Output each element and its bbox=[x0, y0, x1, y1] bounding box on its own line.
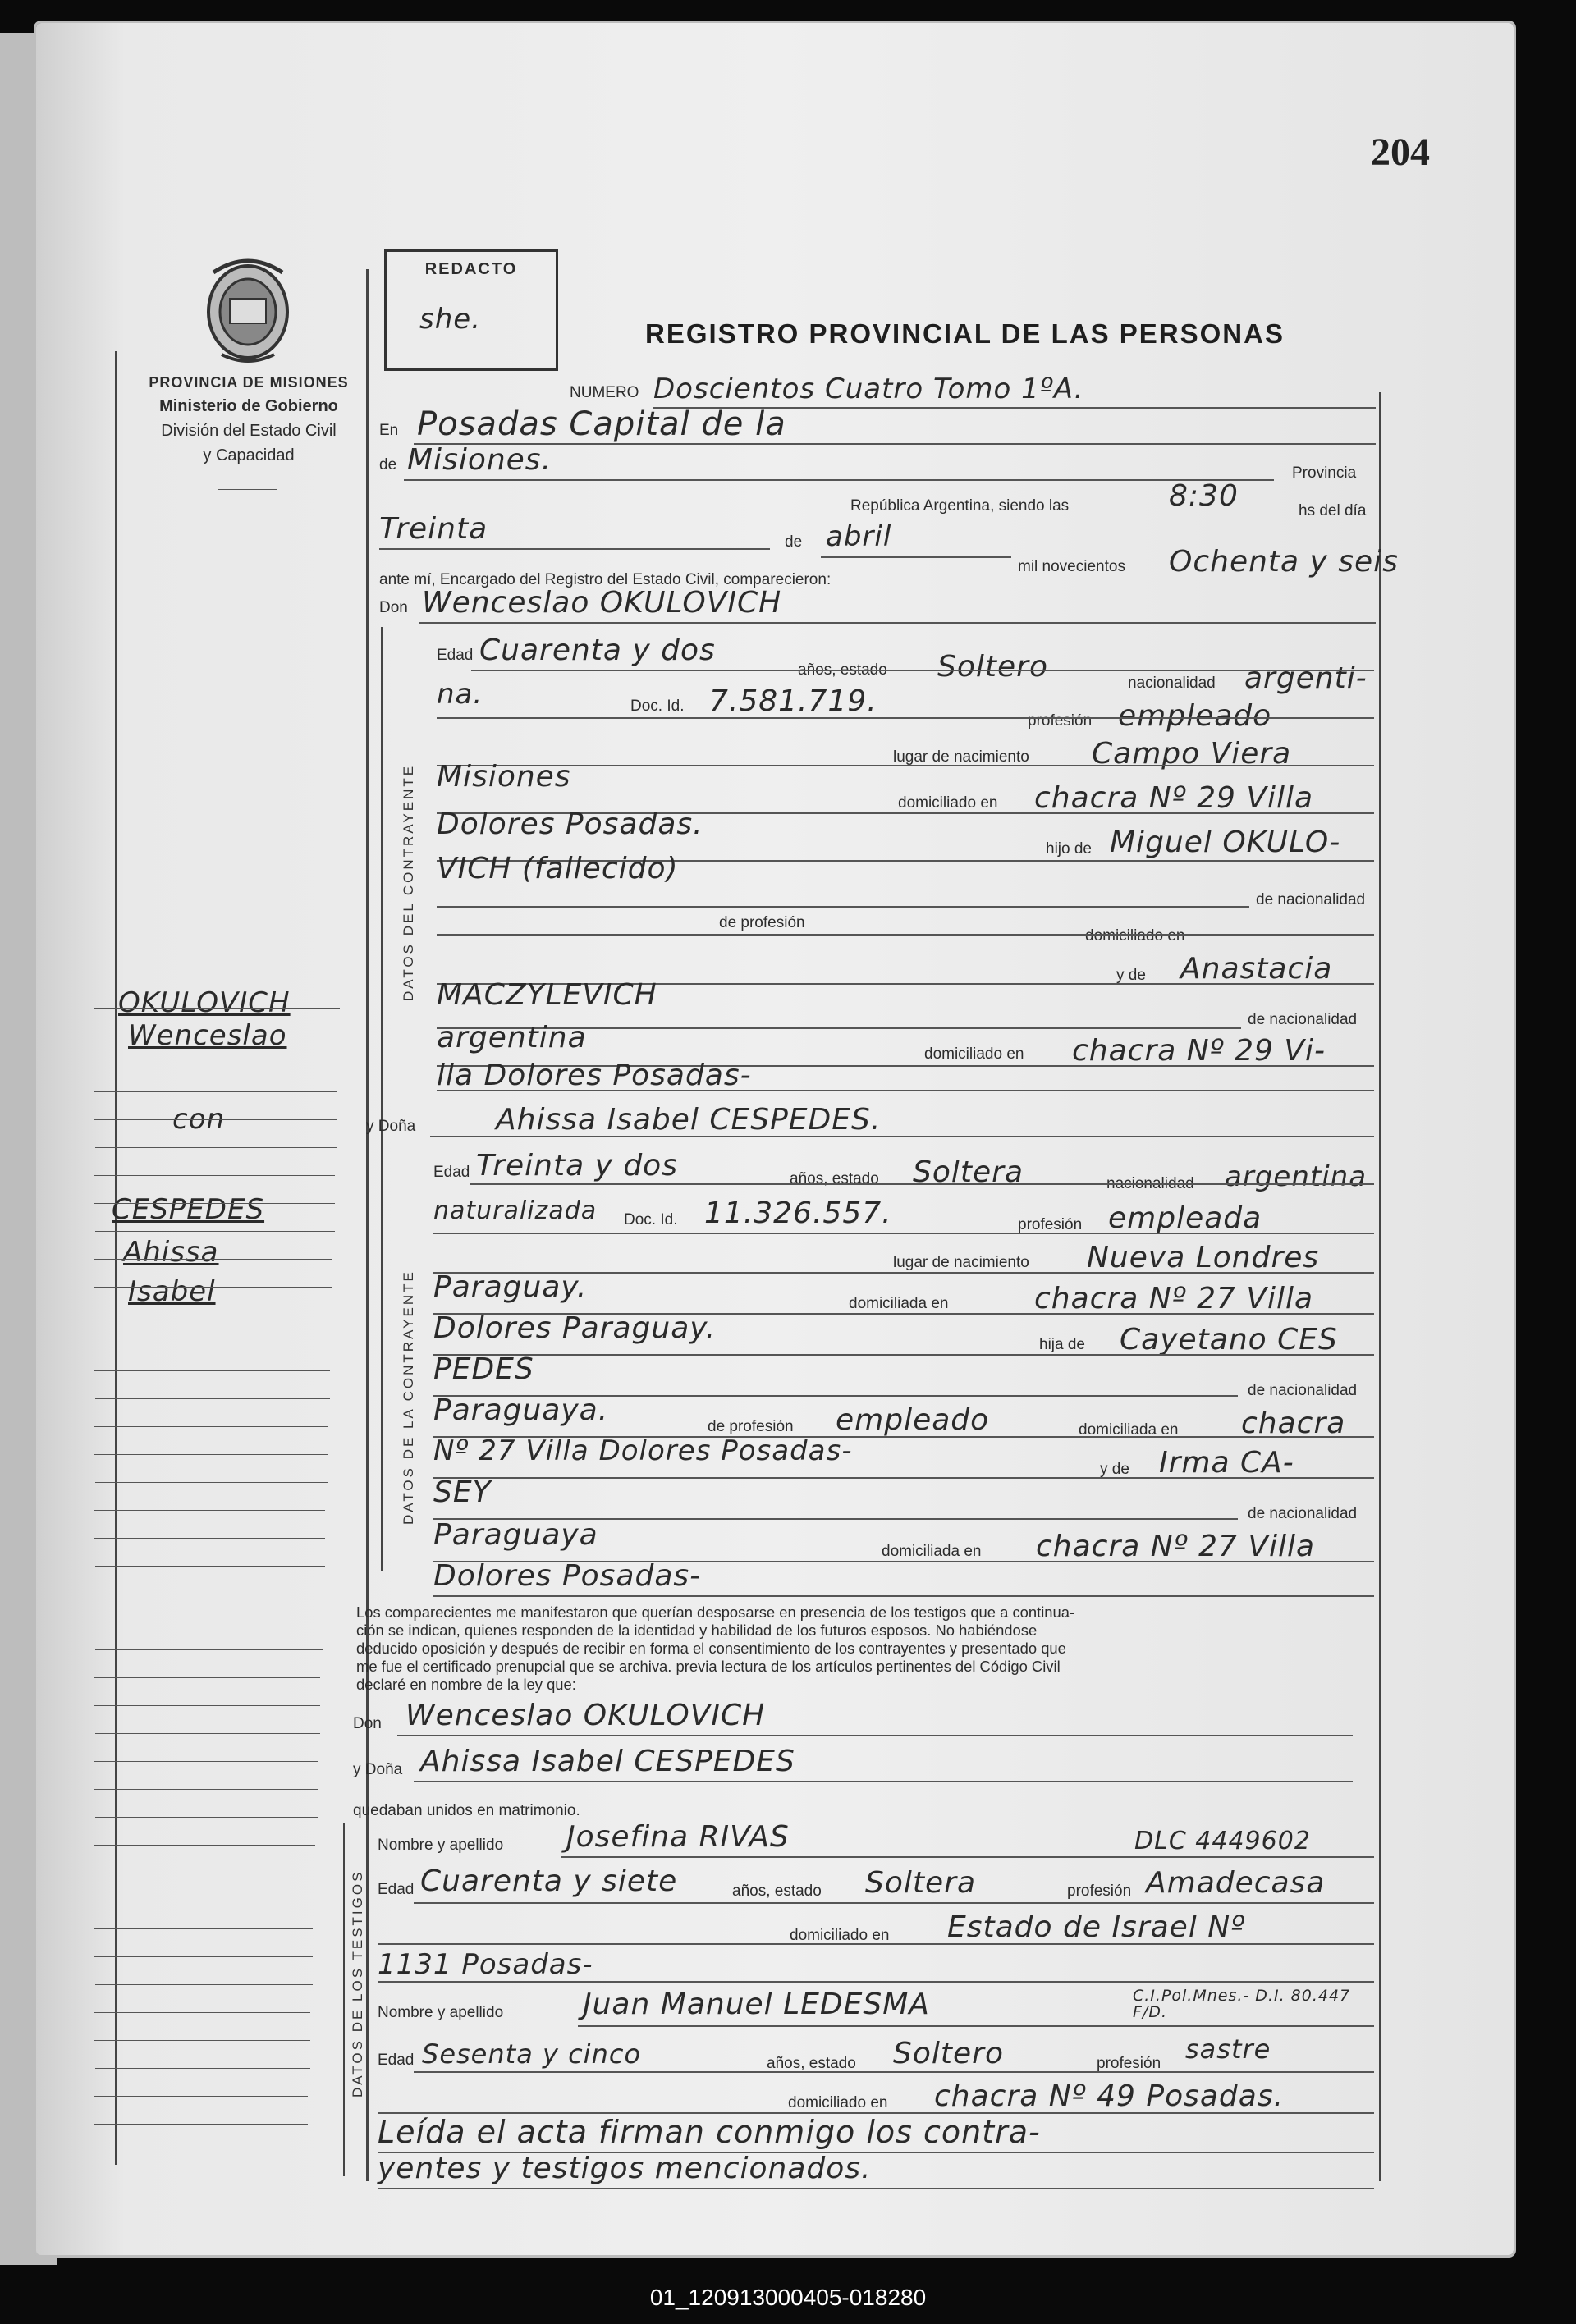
de2-label: de bbox=[785, 533, 803, 551]
t1-dom-value[interactable]: Estado de Israel Nº bbox=[947, 1910, 1246, 1944]
c-prof-label: profesión bbox=[1028, 712, 1093, 730]
f-doc-value[interactable]: 11.326.557. bbox=[704, 1196, 892, 1230]
margin-rule bbox=[94, 1454, 328, 1455]
margin-rule bbox=[94, 1426, 328, 1427]
declaration-line-2: ción se indican, quienes responden de la identidad y habilidad de los futuros esposos. No habiéndose bbox=[356, 1622, 1038, 1639]
f-anios-label: años, estado bbox=[790, 1170, 879, 1187]
decl-dona-underline bbox=[414, 1781, 1353, 1782]
f-prof-label: profesión bbox=[1018, 1216, 1083, 1233]
left-margin-rule bbox=[115, 351, 117, 2165]
margin-rule bbox=[94, 1789, 318, 1790]
declaration-line-1: Los comparecientes me manifestaron que querían desposarse en presencia de los testigos que a continua- bbox=[356, 1603, 1075, 1621]
coat-of-arms-icon bbox=[197, 249, 299, 368]
mes-value[interactable]: abril bbox=[826, 520, 892, 553]
c-anios-label: años, estado bbox=[798, 661, 887, 679]
margin-rule bbox=[94, 1705, 320, 1706]
c-domen-label: domiciliado en bbox=[1085, 927, 1185, 945]
f-dom-value[interactable]: chacra Nº 27 Villa bbox=[1034, 1282, 1314, 1315]
t1-doc-value[interactable]: DLC 4449602 bbox=[1134, 1827, 1311, 1855]
margin-rule bbox=[94, 1845, 315, 1846]
hora-value[interactable]: 8:30 bbox=[1169, 479, 1239, 513]
t1-prof-label: profesión bbox=[1067, 1883, 1132, 1900]
margin-rule bbox=[94, 1287, 332, 1288]
c-padre-value[interactable]: Miguel OKULO- bbox=[1110, 826, 1341, 859]
hs-label: hs del día bbox=[1299, 502, 1367, 519]
de-underline bbox=[404, 479, 1274, 481]
t1-nombre-label: Nombre y apellido bbox=[378, 1837, 504, 1854]
decl-dona-value[interactable]: Ahissa Isabel CESPEDES bbox=[420, 1745, 795, 1778]
f-row1-underline bbox=[470, 1183, 1374, 1185]
margin-rule bbox=[95, 1733, 320, 1734]
c-dom2-value[interactable]: Dolores Posadas. bbox=[437, 807, 703, 841]
t2-dom-label: domiciliado en bbox=[788, 2094, 888, 2111]
mil-label: mil novecientos bbox=[1018, 558, 1125, 575]
margin-rule bbox=[94, 2124, 308, 2125]
c-doc-label: Doc. Id. bbox=[630, 698, 685, 715]
declaration-line-5: declaré en nombre de la ley que: bbox=[356, 1676, 576, 1693]
margin-rule bbox=[94, 1510, 325, 1511]
c-row7-underline bbox=[437, 934, 1374, 936]
main-left-rule bbox=[366, 269, 369, 2181]
c-nac-value[interactable]: argenti- bbox=[1244, 661, 1368, 695]
dia-value[interactable]: Treinta bbox=[379, 512, 488, 546]
f-padre2-value[interactable]: PEDES bbox=[433, 1352, 534, 1386]
declaration-line-3: deducido oposición y después de recibir en forma el consentimiento de los contrayentes y presentado que bbox=[356, 1640, 1066, 1657]
margin-rule bbox=[95, 1817, 318, 1818]
t1-edad-underline bbox=[414, 1902, 1374, 1904]
f-row11-underline bbox=[433, 1595, 1374, 1597]
numero-value[interactable]: Doscientos Cuatro Tomo 1ºA. bbox=[653, 373, 1084, 405]
margin-rule bbox=[94, 1008, 340, 1009]
ante-text: ante mí, Encargado del Registro del Estado Civil, comparecieron: bbox=[379, 571, 832, 588]
t1-dom2-underline bbox=[378, 1981, 1374, 1983]
mes-underline bbox=[821, 556, 1011, 558]
margin-surname-2: CESPEDES bbox=[112, 1193, 265, 1226]
f-dom-label: domiciliada en bbox=[849, 1295, 949, 1312]
c-lugar-label: lugar de nacimiento bbox=[893, 748, 1029, 766]
margin-rule bbox=[95, 1649, 323, 1650]
margin-surname-1: OKULOVICH bbox=[118, 986, 291, 1019]
f-yde-label: y de bbox=[1100, 1461, 1129, 1478]
t2-anios-label: años, estado bbox=[767, 2055, 856, 2072]
f-padre-value[interactable]: Cayetano CES bbox=[1120, 1323, 1338, 1356]
t1-dom-label: domiciliado en bbox=[790, 1927, 890, 1944]
c-madre-value[interactable]: Anastacia bbox=[1180, 952, 1333, 986]
margin-rule bbox=[95, 1566, 325, 1567]
decl-don-underline bbox=[397, 1735, 1353, 1736]
t2-edad-underline bbox=[414, 2071, 1374, 2073]
anio-value[interactable]: Ochenta y seis bbox=[1169, 545, 1399, 579]
c-madre-dom-label: domiciliado en bbox=[924, 1045, 1024, 1063]
c-row3-underline bbox=[437, 765, 1374, 766]
numero-label: NUMERO bbox=[570, 384, 639, 401]
c-madre-nac-value[interactable]: argentina bbox=[437, 1021, 587, 1054]
margin-rule bbox=[94, 2096, 308, 2097]
section-inner-rule bbox=[381, 627, 383, 1571]
margin-rule bbox=[95, 1147, 337, 1148]
f-padre-prof-value[interactable]: empleado bbox=[836, 1403, 990, 1437]
c-madre2-value[interactable]: MACZYLEVICH bbox=[437, 978, 657, 1012]
c-row11-underline bbox=[437, 1090, 1374, 1091]
margin-con: con bbox=[172, 1103, 226, 1136]
t1-anios-label: años, estado bbox=[732, 1883, 822, 1900]
f-madre2-value[interactable]: SEY bbox=[433, 1475, 492, 1509]
margin-rule bbox=[94, 1538, 325, 1539]
margin-rule bbox=[94, 1677, 320, 1678]
c-lugar-value[interactable]: Campo Viera bbox=[1092, 737, 1292, 771]
c-nac-label: nacionalidad bbox=[1128, 675, 1216, 692]
t2-dom-value[interactable]: chacra Nº 49 Posadas. bbox=[934, 2079, 1285, 2113]
t1-estado-value[interactable]: Soltera bbox=[865, 1866, 977, 1900]
margin-rule bbox=[94, 1956, 313, 1957]
f-lugar-value[interactable]: Nueva Londres bbox=[1087, 1241, 1320, 1274]
t1-nombre-value[interactable]: Josefina RIVAS bbox=[566, 1820, 790, 1854]
c-doc-value[interactable]: 7.581.719. bbox=[709, 684, 877, 718]
t1-edad-label: Edad bbox=[378, 1881, 415, 1898]
unidos-text: quedaban unidos en matrimonio. bbox=[353, 1802, 580, 1819]
margin-given-2a: Ahissa bbox=[123, 1236, 219, 1269]
don-underline bbox=[419, 622, 1376, 624]
main-right-rule bbox=[1379, 392, 1381, 2181]
f-madre-dom2-value[interactable]: Dolores Posadas- bbox=[433, 1559, 702, 1593]
ministry-label: Ministerio de Gobierno bbox=[159, 397, 338, 415]
t1-dom2-value[interactable]: 1131 Posadas- bbox=[378, 1948, 593, 1981]
margin-rule bbox=[94, 1119, 337, 1120]
t1-dom-underline bbox=[378, 1943, 1374, 1945]
margin-rule bbox=[94, 1091, 337, 1092]
t1-nombre-underline bbox=[561, 1856, 1374, 1858]
f-deprof-label: de profesión bbox=[708, 1418, 794, 1435]
margin-rule bbox=[95, 1984, 313, 1985]
f-domen-label: domiciliada en bbox=[1079, 1421, 1179, 1439]
f-denac-label: de nacionalidad bbox=[1248, 1382, 1358, 1399]
c-padre2-value[interactable]: VICH (fallecido) bbox=[437, 852, 679, 885]
f-dom2-value[interactable]: Dolores Paraguay. bbox=[433, 1311, 717, 1345]
margin-rule bbox=[94, 1203, 335, 1204]
f-nac-label: nacionalidad bbox=[1106, 1175, 1194, 1192]
f-doc-label: Doc. Id. bbox=[624, 1211, 678, 1228]
c-madre-dom-value[interactable]: chacra Nº 29 Vi- bbox=[1072, 1034, 1326, 1068]
dia-underline bbox=[379, 548, 770, 550]
don-label: Don bbox=[379, 599, 408, 616]
c-madre-denac-label: de nacionalidad bbox=[1248, 1011, 1358, 1028]
t2-edad-value[interactable]: Sesenta y cinco bbox=[422, 2038, 642, 2070]
f-prof-value[interactable]: empleada bbox=[1108, 1201, 1262, 1235]
margin-rule bbox=[94, 1175, 335, 1176]
c-edad-label: Edad bbox=[437, 647, 474, 664]
f-row2-underline bbox=[433, 1233, 1374, 1234]
capacity-label: y Capacidad bbox=[203, 446, 295, 464]
en-value[interactable]: Posadas Capital de la bbox=[417, 405, 786, 443]
f-madre-nac-value[interactable]: Paraguaya bbox=[433, 1518, 598, 1552]
don-value[interactable]: Wenceslao OKULOVICH bbox=[422, 586, 782, 620]
redacto-label: REDACTO bbox=[424, 260, 518, 278]
margin-rule bbox=[94, 1259, 332, 1260]
page-number: 204 bbox=[1371, 130, 1430, 174]
margin-rule bbox=[95, 1482, 328, 1483]
c-hijo-label: hijo de bbox=[1046, 840, 1092, 858]
en-underline bbox=[414, 443, 1376, 445]
dona-underline bbox=[430, 1136, 1374, 1137]
f-padre-nac-value[interactable]: Paraguaya. bbox=[433, 1393, 609, 1427]
register-page bbox=[36, 23, 1514, 2255]
t2-estado-value[interactable]: Soltero bbox=[893, 2037, 1004, 2070]
f-madre-dom-label: domiciliada en bbox=[882, 1543, 982, 1560]
witness-inner-rule bbox=[343, 1823, 345, 2176]
c-estado-value[interactable]: Soltero bbox=[937, 650, 1048, 684]
c-denac-label: de nacionalidad bbox=[1256, 891, 1366, 908]
sidebar-divider bbox=[218, 489, 277, 490]
margin-rule bbox=[94, 1370, 330, 1371]
t2-prof-value[interactable]: sastre bbox=[1185, 2034, 1271, 2065]
c-yde-label: y de bbox=[1116, 967, 1146, 984]
margin-given-2b: Isabel bbox=[128, 1275, 216, 1308]
closing-underline-2 bbox=[378, 2188, 1374, 2189]
document-title: REGISTRO PROVINCIAL DE LAS PERSONAS bbox=[645, 318, 1285, 349]
t1-prof-value[interactable]: Amadecasa bbox=[1146, 1866, 1326, 1900]
c-lugar2-value[interactable]: Misiones bbox=[437, 760, 571, 794]
t1-edad-value[interactable]: Cuarenta y siete bbox=[420, 1864, 678, 1898]
en-label: En bbox=[379, 422, 399, 439]
declaration-line-4: me fue el certificado prenupcial que se archiva. previa lectura de los artículos pertinentes del Código Civil bbox=[356, 1658, 1061, 1675]
province-label: PROVINCIA DE MISIONES bbox=[149, 374, 349, 391]
dona-value[interactable]: Ahissa Isabel CESPEDES. bbox=[496, 1103, 882, 1137]
c-edad-value[interactable]: Cuarenta y dos bbox=[479, 634, 716, 667]
f-nac2-value[interactable]: naturalizada bbox=[433, 1196, 598, 1225]
margin-given-1: Wenceslao bbox=[128, 1019, 287, 1052]
republica-label: República Argentina, siendo las bbox=[850, 497, 1070, 515]
f-padre-dom-value[interactable]: chacra bbox=[1241, 1407, 1346, 1440]
decl-don-value[interactable]: Wenceslao OKULOVICH bbox=[405, 1699, 766, 1732]
f-hija-label: hija de bbox=[1039, 1336, 1085, 1353]
margin-rule bbox=[95, 1231, 335, 1232]
c-row6-underline bbox=[437, 906, 1249, 908]
f-edad-label: Edad bbox=[433, 1164, 470, 1181]
f-lugar2-value[interactable]: Paraguay. bbox=[433, 1270, 588, 1304]
t2-nombre-value[interactable]: Juan Manuel LEDESMA bbox=[583, 1988, 930, 2021]
redacto-box bbox=[384, 249, 558, 371]
c-deprof-label: de profesión bbox=[719, 914, 805, 931]
t2-prof-label: profesión bbox=[1097, 2055, 1161, 2072]
t2-doc-value[interactable]: C.I.Pol.Mnes.- D.I. 80.447 F/D. bbox=[1133, 1987, 1351, 2021]
c-dom-label: domiciliado en bbox=[898, 794, 998, 812]
f-madre-value[interactable]: Irma CA- bbox=[1159, 1446, 1294, 1480]
f-lugar-label: lugar de nacimiento bbox=[893, 1254, 1029, 1271]
contrayente-section-label: DATOS DEL CONTRAYENTE bbox=[401, 763, 416, 1001]
f-madre-denac-label: de nacionalidad bbox=[1248, 1505, 1358, 1522]
decl-dona-label: y Doña bbox=[353, 1761, 403, 1778]
image-id-caption: 01_120913000405-018280 bbox=[649, 2285, 927, 2310]
f-edad-value[interactable]: Treinta y dos bbox=[476, 1149, 678, 1183]
c-row2-underline bbox=[437, 717, 1374, 719]
decl-don-label: Don bbox=[353, 1715, 382, 1732]
testigos-section-label: DATOS DE LOS TESTIGOS bbox=[350, 1869, 365, 2098]
c-dom-value[interactable]: chacra Nº 29 Villa bbox=[1034, 781, 1314, 815]
c-madre-dom2-value[interactable]: lla Dolores Posadas- bbox=[437, 1059, 752, 1092]
margin-rule bbox=[94, 2012, 310, 2013]
f-estado-value[interactable]: Soltera bbox=[913, 1155, 1024, 1189]
f-madre-dom-value[interactable]: chacra Nº 27 Villa bbox=[1036, 1530, 1316, 1563]
f-row5-underline bbox=[433, 1354, 1374, 1356]
division-label: División del Estado Civil bbox=[161, 422, 337, 440]
c-row1-underline bbox=[471, 670, 1374, 671]
provincia-label: Provincia bbox=[1292, 464, 1357, 482]
de-value[interactable]: Misiones. bbox=[407, 443, 552, 477]
f-row8-underline bbox=[433, 1477, 1374, 1479]
de-label: de bbox=[379, 456, 397, 473]
dona-label: y Doña bbox=[366, 1118, 416, 1135]
closing-line-1: Leída el acta firman conmigo los contra- bbox=[378, 2114, 1041, 2150]
c-nac2-value[interactable]: na. bbox=[437, 678, 483, 711]
margin-rule bbox=[94, 1761, 318, 1762]
t2-nombre-underline bbox=[578, 2025, 1374, 2027]
t2-nombre-label: Nombre y apellido bbox=[378, 2004, 504, 2021]
redacto-value: she. bbox=[419, 303, 481, 336]
f-padre-dom2-value[interactable]: Nº 27 Villa Dolores Posadas- bbox=[433, 1434, 853, 1467]
closing-line-2: yentes y testigos mencionados. bbox=[378, 2152, 872, 2185]
contrayenta-section-label: DATOS DE LA CONTRAYENTE bbox=[401, 1270, 416, 1525]
margin-rule bbox=[94, 2040, 310, 2041]
t2-edad-label: Edad bbox=[378, 2052, 415, 2069]
margin-rule bbox=[95, 2068, 310, 2069]
c-prof-value[interactable]: empleado bbox=[1118, 699, 1272, 733]
margin-rule bbox=[95, 1398, 330, 1399]
f-nac-value[interactable]: argentina bbox=[1225, 1160, 1368, 1193]
margin-rule bbox=[94, 1928, 313, 1929]
